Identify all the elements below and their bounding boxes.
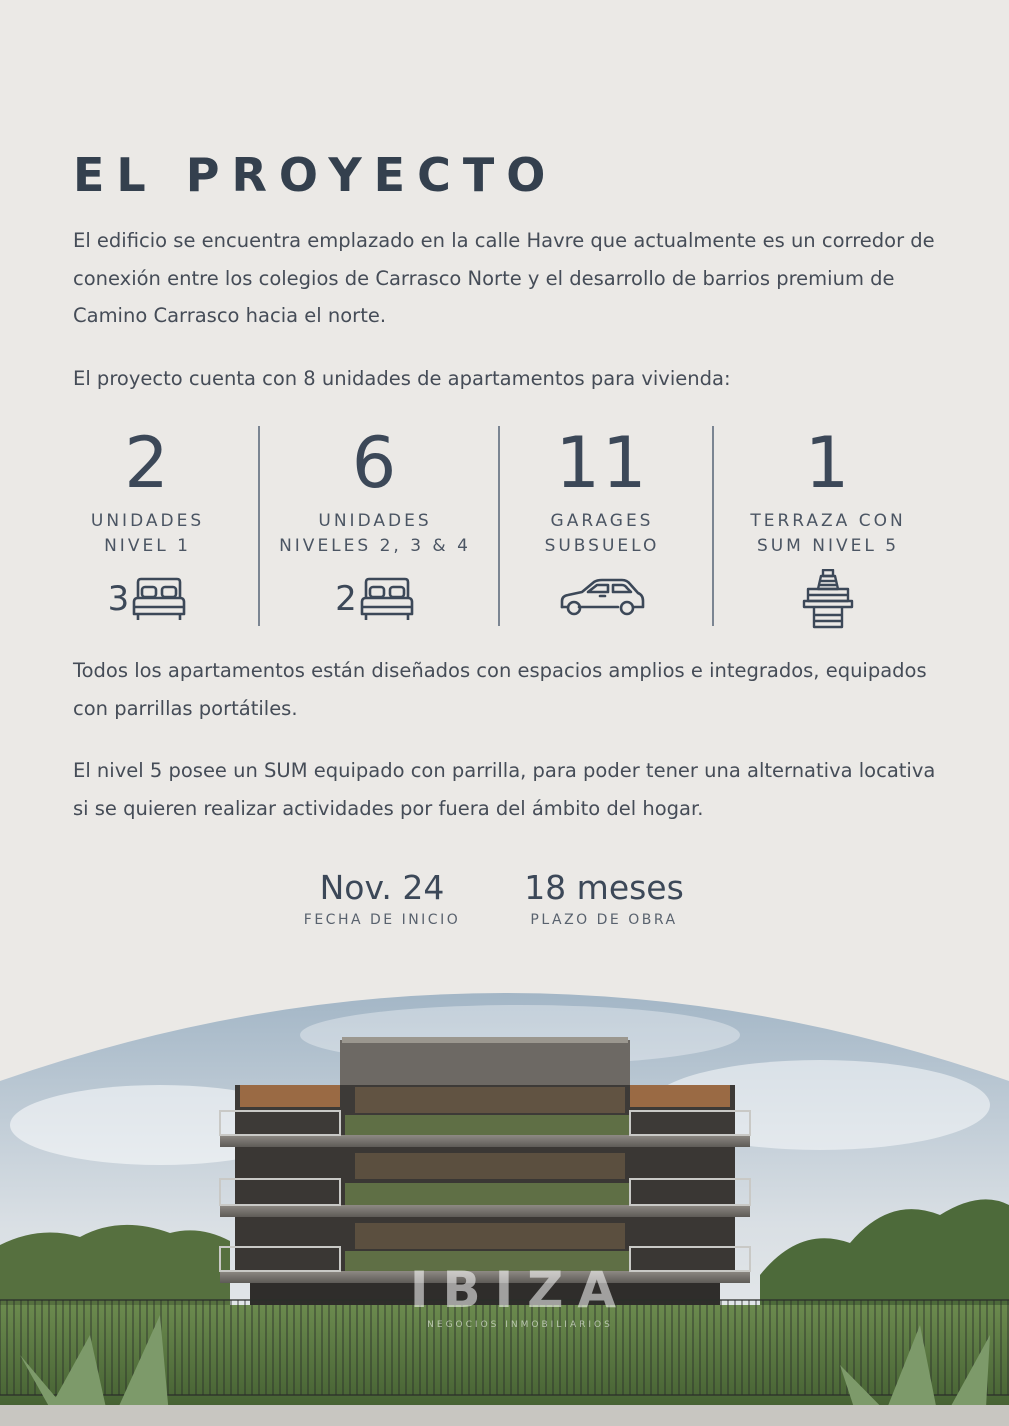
intro-paragraph: El edificio se encuentra emplazado en la calle Havre que actualmente es un corredor de conexión entre los colegios de Carrasco Norte y el desarrollo de barrios premium de Camino Carrasco hacia el norte. bbox=[73, 229, 935, 327]
stat-units-levels-2-3-4 bbox=[262, 420, 488, 630]
stat-number: 11 bbox=[555, 422, 649, 504]
stat-units-level-1 bbox=[40, 420, 255, 630]
watermark-tagline: NEGOCIOS INMOBILIARIOS bbox=[427, 1320, 613, 1330]
grill-icon bbox=[802, 569, 854, 629]
stat-label: UNIDADES NIVELES 2, 3 & 4 bbox=[279, 511, 471, 556]
duration-label: PLAZO DE OBRA bbox=[530, 912, 678, 928]
stat-divider bbox=[498, 426, 500, 626]
duration-value: 18 meses bbox=[524, 868, 684, 907]
start-date-label: FECHA DE INICIO bbox=[303, 912, 461, 928]
stat-divider bbox=[258, 426, 260, 626]
sum-paragraph: El nivel 5 posee un SUM equipado con parrilla, para poder tener una alternativa locativa si se quieren realizar actividades por fuera del ámbito del hogar. bbox=[73, 759, 936, 820]
bed-icon bbox=[359, 576, 415, 622]
stat-number: 2 bbox=[124, 422, 171, 504]
ibiza-watermark-logo bbox=[375, 1262, 665, 1330]
bed-icon bbox=[131, 576, 187, 622]
stat-label: UNIDADES NIVEL 1 bbox=[90, 511, 205, 556]
start-date bbox=[292, 866, 472, 928]
stat-label: GARAGES SUBSUELO bbox=[544, 511, 660, 556]
design-paragraph: Todos los apartamentos están diseñados con espacios amplios e integrados, equipados con parrillas portátiles. bbox=[73, 659, 927, 720]
units-intro-paragraph: El proyecto cuenta con 8 unidades de apartamentos para vivienda: bbox=[73, 367, 731, 390]
bedroom-count: 2 bbox=[335, 579, 357, 619]
watermark-name: IBIZA bbox=[409, 1261, 631, 1319]
stats-row bbox=[40, 420, 970, 630]
bedroom-count: 3 bbox=[107, 579, 130, 619]
stat-garages bbox=[502, 420, 702, 630]
stat-divider bbox=[712, 426, 714, 626]
start-date-value: Nov. 24 bbox=[319, 868, 445, 907]
timeline bbox=[0, 866, 1009, 946]
car-icon bbox=[556, 577, 648, 621]
stat-number: 1 bbox=[804, 422, 852, 504]
page-title: EL PROYECTO bbox=[73, 148, 558, 202]
stat-terrace-sum bbox=[720, 420, 936, 630]
stat-number: 6 bbox=[351, 422, 399, 504]
building-render-image bbox=[0, 975, 1009, 1426]
duration bbox=[508, 866, 700, 928]
stat-label: TERRAZA CON SUM NIVEL 5 bbox=[750, 511, 906, 556]
